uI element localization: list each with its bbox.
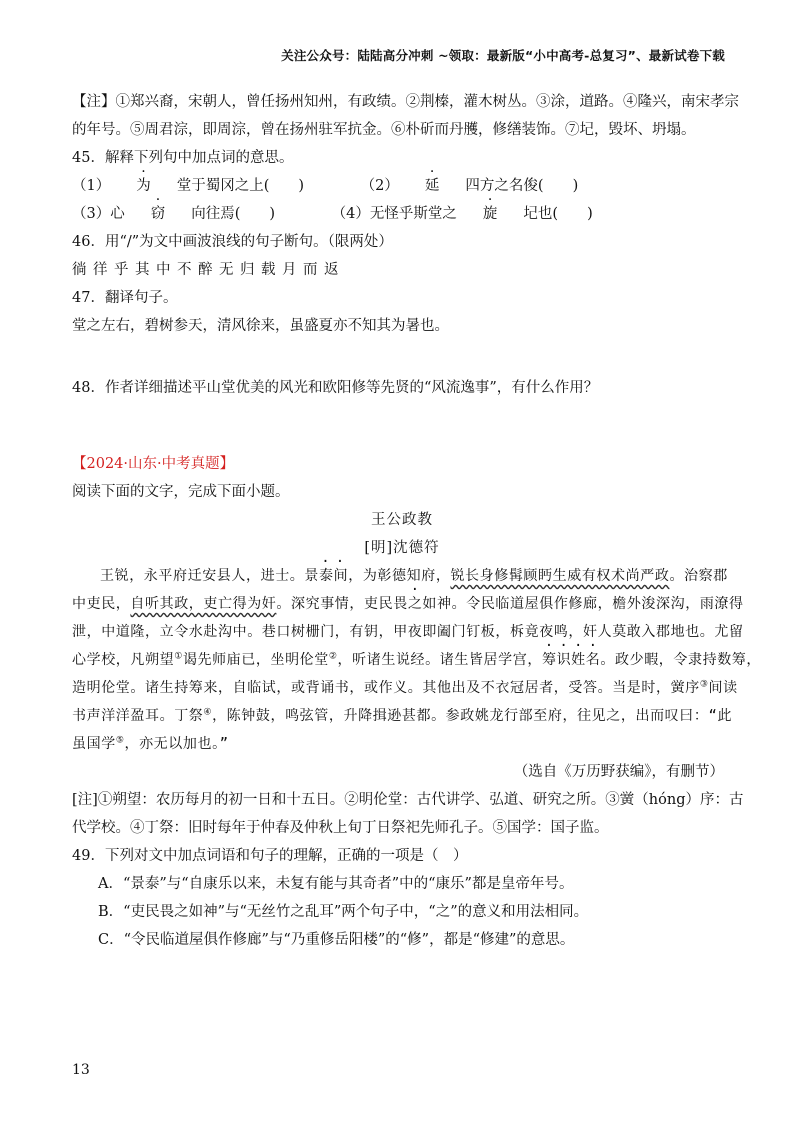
question-45-item-1	[72, 178, 330, 194]
item-suffix: 圮也( )	[523, 206, 593, 222]
text: 中吏民，	[72, 596, 131, 612]
text: 间，为彰德知府，	[333, 568, 451, 584]
text: ，听诸生说经。诸生皆居学宫，	[337, 652, 542, 668]
question-47-stem: 47．翻译句子。	[72, 290, 178, 306]
question-45-items-row-2	[72, 200, 732, 228]
text: 虽国学	[72, 736, 116, 752]
passage-line-3: 泄，中道隆，立令水赴沟中。巷口树栅门，有钥，甲夜即阖门钉板，柝竟夜鸣，奸人莫敢入郡地也。尤留	[72, 624, 744, 640]
question-46-sentence: 徜徉乎其中不醉无归载月而返	[72, 262, 345, 278]
dotted-char: 窃	[150, 206, 166, 222]
reading-instruction: 阅读下面的文字，完成下面小题。	[72, 484, 290, 500]
text: 书声洋洋盈耳。丁祭	[72, 708, 204, 724]
text: 王锐，永平府迁安县人，进士。	[100, 568, 305, 584]
footnote-marker: ⑤	[115, 735, 125, 746]
notes-line-1: 【注】①郑兴裔，宋朝人，曾任扬州知州，有政绩。②荆榛，灌木树丛。③涂，道路。④隆兴，南宋孝宗	[72, 94, 739, 110]
passage-line-4	[72, 646, 761, 674]
passage	[72, 562, 761, 758]
footnote-marker: ②	[328, 651, 338, 662]
spacer	[72, 402, 732, 450]
spacer	[72, 340, 732, 374]
passage-line-5	[72, 674, 738, 702]
text: 造明伦堂。诸生持筹来，自临试，或背诵书，或作义。其他出及不衣冠居者，受答。当是时，黉序	[72, 680, 700, 696]
passage-line-1	[72, 562, 732, 590]
item-suffix: 向往焉( )	[191, 206, 276, 222]
text: 谒先师庙已，坐明伦堂	[182, 652, 329, 668]
passage-line-2	[72, 590, 744, 618]
passage-line-6	[72, 702, 732, 730]
question-45-item-2	[361, 178, 605, 194]
item-suffix: 四方之名俊( )	[465, 178, 579, 194]
footnote-marker: ③	[699, 679, 709, 690]
question-45-item-3	[72, 206, 301, 222]
passage-source: （选自《万历野获编》，有删节）	[513, 764, 724, 780]
exam-source-tag: 【2024·山东·中考真题】	[72, 456, 235, 472]
question-45-stem: 45．解释下列句中加点词的意思。	[72, 150, 294, 166]
passage-line-7	[72, 730, 732, 758]
question-46-stem: 46．用“/”为文中画波浪线的句子断句。（限两处）	[72, 234, 393, 250]
question-49-option-a: A．“景泰”与“自康乐以来，未复有能与其奇者”中的“康乐”都是皇帝年号。	[98, 876, 574, 892]
question-49-option-b: B．“吏民畏之如神”与“无丝竹之乱耳”两个句子中，“之”的意义和用法相同。	[98, 904, 589, 920]
dotted-char: 泰	[319, 568, 334, 584]
footnote-marker: ④	[203, 707, 213, 718]
wavy-underlined-sentence: 锐长身修髯顾眄生威有权术尚严政	[450, 568, 670, 584]
wavy-underlined-sentence: 自听其政，吏亡得为奸	[130, 596, 277, 612]
dotted-char: 为	[136, 178, 151, 194]
page-header: 关注公众号：陆陆高分冲刺 ~领取：最新版“小中高考-总复习”、最新试卷下载	[281, 48, 725, 63]
dotted-char: 识	[556, 652, 572, 668]
dotted-char: 筹	[541, 652, 557, 668]
question-49-stem: 49．下列对文中加点词语和句子的理解，正确的一项是（ ）	[72, 848, 468, 864]
notes-line-2: 的年号。⑤周君淙，即周淙，曾在扬州驻军抗金。⑥朴斫而丹雘，修缮装饰。⑦圮，毁坏、坍塌。	[72, 122, 696, 138]
question-45-item-4	[332, 206, 619, 222]
item-prefix: （1）	[72, 178, 111, 194]
question-48-stem: 48．作者详细描述平山堂优美的风光和欧阳修等先贤的“风流逸事”，有什么作用？	[72, 380, 599, 396]
passage-author: [明]沈德符	[364, 540, 440, 556]
dotted-char: 景	[304, 568, 320, 584]
item-prefix: （3）心	[72, 206, 125, 222]
text: 。政少暇，令隶持数筹，	[600, 652, 761, 668]
item-prefix: （2）	[360, 178, 399, 194]
dotted-char: 姓	[571, 652, 586, 668]
question-49-option-c: C．“令民临道屋俱作修廊”与“乃重修岳阳楼”的“修”，都是“修建”的意思。	[98, 932, 575, 948]
item-suffix: 堂于蜀冈之上( )	[176, 178, 305, 194]
page-number: 13	[72, 1062, 90, 1078]
text: 如神。令民临道屋俱作修廊，檐外浚深沟，雨潦得	[422, 596, 744, 612]
document-body	[72, 88, 761, 954]
dotted-char: 之	[407, 596, 423, 612]
text: ，陈钟鼓，鸣弦管，升降揖逊甚都。参政姚龙行部至府，往见之，出而叹曰：“此	[212, 708, 733, 724]
passage-title: 王公政教	[371, 512, 433, 528]
footnote-marker: ①	[174, 651, 183, 662]
question-45-items-row-1	[72, 172, 732, 200]
text: ，亦无以加也。”	[124, 736, 229, 752]
notes2-line-2: 代学校。④丁祭：旧时每年于仲春及仲秋上旬丁日祭祀先师孔子。⑤国学：国子监。	[72, 820, 609, 836]
text: 心学校，凡朔望	[72, 652, 175, 668]
text: 。深究事情，吏民畏	[276, 596, 408, 612]
text: 间读	[708, 680, 738, 696]
dotted-char: 名	[585, 652, 601, 668]
item-prefix: （4）无怪乎斯堂之	[331, 206, 457, 222]
dotted-char: 旋	[482, 206, 498, 222]
notes2-line-1: [注]①朔望：农历每月的初一日和十五日。②明伦堂：古代讲学、弘道、研究之所。③黉（hóng）序：古	[72, 792, 744, 808]
dotted-char: 延	[424, 178, 440, 194]
text: 。治察郡	[669, 568, 728, 584]
question-47-sentence: 堂之左右，碧树参天，清风徐来，虽盛夏亦不知其为暑也。	[72, 318, 449, 334]
